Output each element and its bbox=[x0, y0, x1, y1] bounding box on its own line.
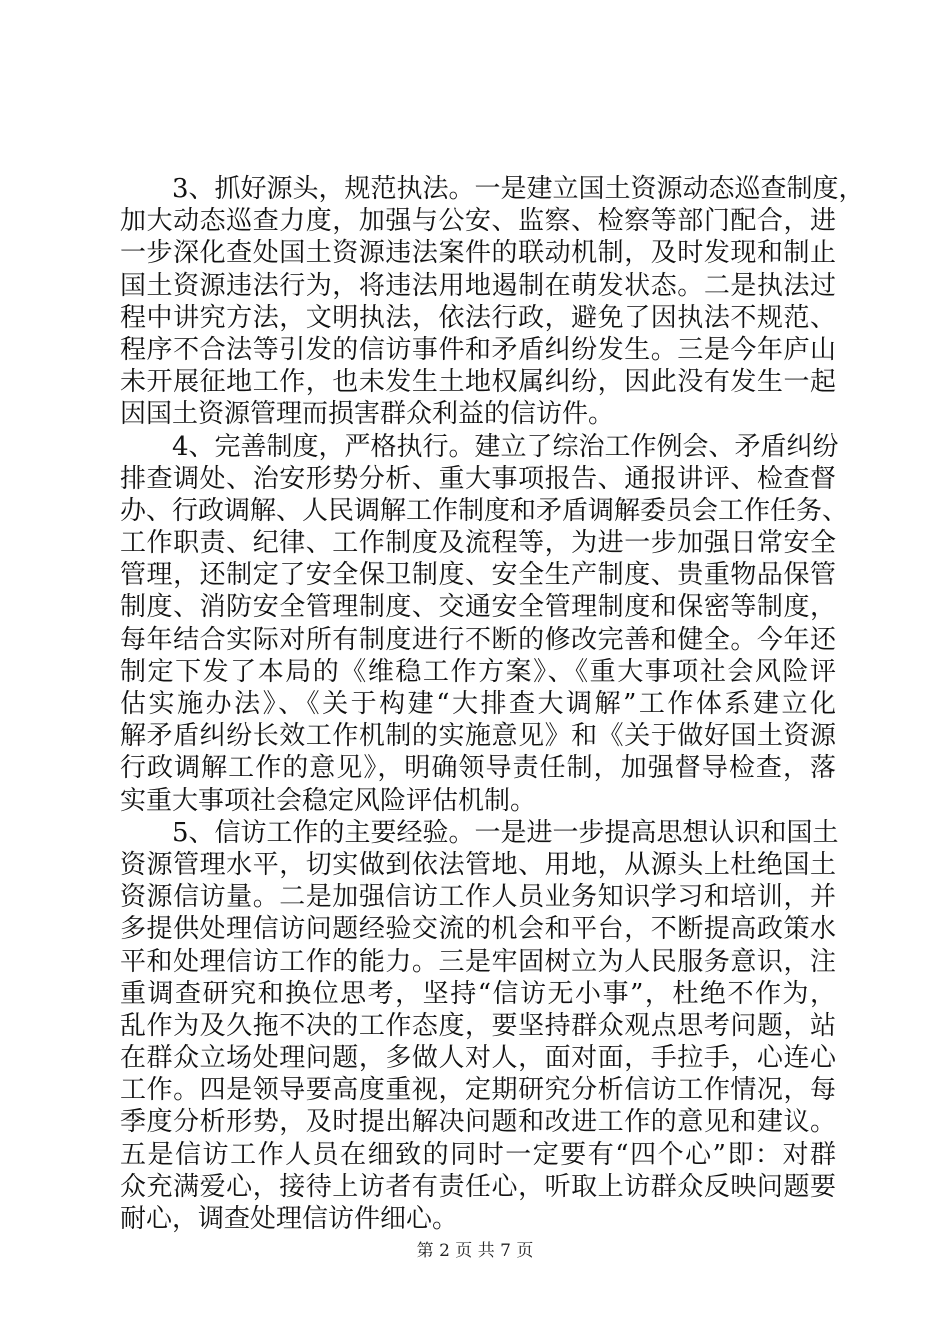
text-line: 工作职责、纪律、工作制度及流程等，为进一步加强日常安全 bbox=[120, 528, 836, 559]
text-line: 3、抓好源头，规范执法。一是建立国土资源动态巡查制度， bbox=[120, 174, 865, 204]
text-line: 在群众立场处理问题，多做人对人，面对面，手拉手，心连心 bbox=[120, 1043, 836, 1074]
text-line: 因国土资源管理而损害群众利益的信访件。 bbox=[120, 399, 615, 430]
text-line: 多提供处理信访问题经验交流的机会和平台，不断提高政策水 bbox=[120, 914, 836, 945]
text-line: 资源管理水平，切实做到依法管地、用地，从源头上杜绝国土 bbox=[120, 849, 836, 880]
text-line: 行政调解工作的意见》，明确领导责任制，加强督导检查，落 bbox=[120, 753, 836, 784]
text-line: 程序不合法等引发的信访事件和矛盾纠纷发生。三是今年庐山 bbox=[120, 334, 836, 365]
text-line: 解矛盾纠纷长效工作机制的实施意见》和《关于做好国土资源 bbox=[120, 721, 836, 752]
text-line: 每年结合实际对所有制度进行不断的修改完善和健全。今年还 bbox=[120, 624, 836, 655]
page-footer: 第 2 页 共 7 页 bbox=[416, 1241, 534, 1261]
body-text bbox=[120, 173, 865, 1235]
text-line: 平和处理信访工作的能力。三是牢固树立为人民服务意识，注 bbox=[120, 946, 836, 977]
text-line: 耐心，调查处理信访件细心。 bbox=[120, 1204, 459, 1234]
text-line: 资源信访量。二是加强信访工作人员业务知识学习和培训，并 bbox=[120, 882, 836, 913]
text-line: 工作。四是领导要高度重视，定期研究分析信访工作情况，每 bbox=[120, 1075, 836, 1106]
paragraph-2 bbox=[120, 431, 849, 817]
text-line: 季度分析形势，及时提出解决问题和改进工作的意见和建议。 bbox=[120, 1107, 836, 1138]
text-line: 估实施办法》、《关于构建“大排查大调解”工作体系建立化 bbox=[120, 689, 836, 719]
text-line: 管理，还制定了安全保卫制度、安全生产制度、贵重物品保管 bbox=[120, 560, 836, 591]
text-line: 制定下发了本局的《维稳工作方案》、《重大事项社会风险评 bbox=[120, 656, 836, 687]
text-line: 重调查研究和换位思考，坚持“信访无小事”，杜绝不作为， bbox=[120, 978, 836, 1009]
text-line: 国土资源违法行为，将违法用地遏制在萌发状态。二是执法过 bbox=[120, 270, 836, 301]
text-line: 4、完善制度，严格执行。建立了综治工作例会、矛盾纠纷 bbox=[120, 431, 839, 462]
text-line: 实重大事项社会稳定风险评估机制。 bbox=[120, 785, 537, 816]
text-line: 未开展征地工作，也未发生土地权属纠纷，因此没有发生一起 bbox=[120, 367, 836, 398]
text-line: 加大动态巡查力度，加强与公安、监察、检察等部门配合，进 bbox=[120, 206, 836, 237]
paragraph-3 bbox=[120, 817, 839, 1235]
text-line: 乱作为及久拖不决的工作态度，要坚持群众观点思考问题，站 bbox=[120, 1010, 836, 1041]
text-line: 众充满爱心，接待上访者有责任心，听取上访群众反映问题要 bbox=[120, 1171, 836, 1202]
text-line: 排查调处、治安形势分析、重大事项报告、通报讲评、检查督 bbox=[120, 463, 836, 494]
text-line: 办、行政调解、人民调解工作制度和矛盾调解委员会工作任务、 bbox=[120, 495, 849, 526]
text-line: 五是信访工作人员在细致的同时一定要有“四个心”即：对群 bbox=[120, 1139, 836, 1170]
paragraph-1 bbox=[120, 173, 865, 431]
text-line: 5、信访工作的主要经验。一是进一步提高思想认识和国土 bbox=[120, 817, 839, 848]
text-line: 程中讲究方法，文明执法，依法行政，避免了因执法不规范、 bbox=[120, 302, 836, 333]
text-line: 制度、消防安全管理制度、交通安全管理制度和保密等制度， bbox=[120, 592, 836, 623]
text-line: 一步深化查处国土资源违法案件的联动机制，及时发现和制止 bbox=[120, 238, 836, 269]
